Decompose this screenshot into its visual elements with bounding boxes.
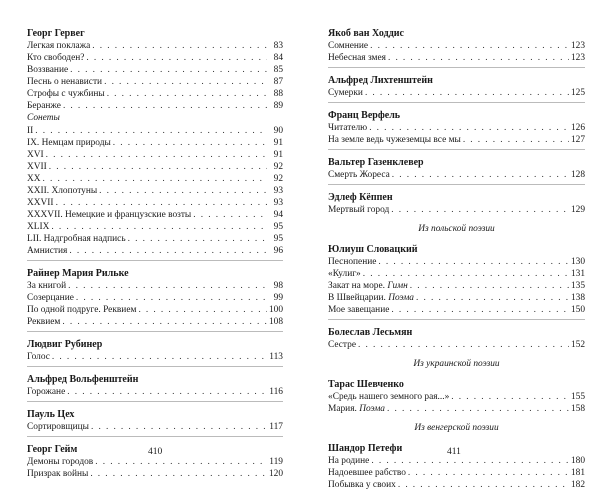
author-name: Пауль Цех <box>27 409 75 420</box>
entry-page-number: 87 <box>273 77 283 87</box>
dot-leader <box>52 351 267 363</box>
dot-leader <box>392 169 569 181</box>
dot-leader <box>358 339 569 351</box>
entry-title-text: «Средь нашего земного рая...» <box>328 392 450 402</box>
entry-title <box>27 304 136 316</box>
section-heading: Из венгерской поэзии <box>414 423 499 433</box>
entry-title <box>27 64 68 76</box>
entry-title-text: IX. Немцам природы <box>27 138 111 148</box>
entry-title-text: Мертвый город <box>328 205 390 215</box>
toc-entry <box>328 479 585 491</box>
entry-page-number: 181 <box>570 468 585 478</box>
entry-title <box>27 137 111 149</box>
toc-entry <box>328 169 585 181</box>
entry-title <box>27 185 97 197</box>
author-name: Якоб ван Ходдис <box>328 28 404 39</box>
entry-title-text: На родине <box>328 456 370 466</box>
entry-title <box>328 280 408 292</box>
entry-page-number: 138 <box>570 293 585 303</box>
toc-entry <box>27 173 283 185</box>
entry-title <box>328 268 361 280</box>
entry-title <box>27 316 60 328</box>
divider <box>27 401 283 402</box>
entry-title-text: Голос <box>27 352 50 362</box>
divider <box>328 102 585 103</box>
entry-page-number: 93 <box>273 198 283 208</box>
entry-title <box>27 76 102 88</box>
entry-title <box>27 245 67 257</box>
entry-page-number: 91 <box>273 138 283 148</box>
toc-entry <box>27 185 283 197</box>
toc-entry <box>27 468 283 480</box>
entry-page-number: 95 <box>273 234 283 244</box>
divider <box>328 319 585 320</box>
entry-title <box>27 421 89 433</box>
toc-entry <box>27 149 283 161</box>
entry-title-text: Мария. <box>328 404 360 414</box>
entry-title-text: XVI <box>27 150 44 160</box>
dot-leader <box>451 391 569 403</box>
dot-leader <box>95 456 267 468</box>
dot-leader <box>63 100 267 112</box>
divider <box>328 67 585 68</box>
entry-page-number: 182 <box>570 480 585 490</box>
dot-leader <box>104 76 267 88</box>
entry-title-text: Воззвание <box>27 65 69 75</box>
divider <box>328 149 585 150</box>
entry-title-text: Амнистия <box>27 246 68 256</box>
author-name: Шандор Петефи <box>328 443 403 454</box>
entry-page-number: 123 <box>570 53 585 63</box>
dot-leader <box>35 125 267 137</box>
dot-leader <box>387 403 569 415</box>
dot-leader <box>68 280 267 292</box>
entry-page-number: 92 <box>273 174 283 184</box>
entry-title-text: «Кулиг» <box>328 269 361 279</box>
toc-entry <box>328 467 585 479</box>
entry-title-text: В Швейцарии. <box>328 293 389 303</box>
entry-title-text: XXVII <box>27 198 54 208</box>
dot-leader <box>113 137 267 149</box>
entry-title <box>328 52 386 64</box>
toc-entry <box>27 421 283 433</box>
entry-page-number: 95 <box>273 222 283 232</box>
entry-page-number: 96 <box>273 246 283 256</box>
entry-page-number: 180 <box>570 456 585 466</box>
entry-title-text: Надоевшее рабство <box>328 468 406 478</box>
entry-page-number: 88 <box>273 89 283 99</box>
dot-leader <box>365 87 569 99</box>
toc-entry <box>328 391 585 403</box>
dot-leader <box>86 52 267 64</box>
entry-title-text: Песнь о ненависти <box>27 77 103 87</box>
author-name: Альфред Вольфенштейн <box>27 374 139 385</box>
dot-leader <box>378 256 569 268</box>
entry-page-number: 92 <box>273 162 283 172</box>
entry-title <box>27 100 61 112</box>
entry-title <box>328 256 376 268</box>
toc-entry <box>27 316 283 328</box>
dot-leader <box>62 316 267 328</box>
toc-entry <box>27 76 283 88</box>
author-name: Эдлеф Кёппен <box>328 192 393 203</box>
toc-entry <box>27 386 283 398</box>
dot-leader <box>371 455 569 467</box>
entry-title-text: XX <box>27 174 41 184</box>
dot-leader <box>90 468 267 480</box>
entry-title-text: Сестре <box>328 340 356 350</box>
toc-entry <box>328 339 585 351</box>
entry-page-number: 135 <box>570 281 585 291</box>
entry-title <box>328 403 385 415</box>
entry-title-text: Беранже <box>27 101 61 111</box>
entry-title <box>27 386 65 398</box>
author-name: Тарас Шевченко <box>328 379 404 390</box>
entry-title <box>328 122 367 134</box>
toc-entry <box>27 125 283 137</box>
toc-entry <box>328 268 585 280</box>
toc-entry <box>27 233 283 245</box>
right-page-number: 411 <box>447 447 461 457</box>
entry-page-number: 158 <box>570 404 585 414</box>
entry-page-number: 84 <box>273 53 283 63</box>
entry-page-number: 99 <box>273 293 283 303</box>
toc-entry <box>27 197 283 209</box>
entry-title-text: За книгой <box>27 281 67 291</box>
entry-title <box>27 221 49 233</box>
entry-title-text: XLIX <box>27 222 50 232</box>
toc-entry <box>27 40 283 52</box>
dot-leader <box>51 221 267 233</box>
entry-page-number: 90 <box>273 126 283 136</box>
entry-page-number: 150 <box>570 305 585 315</box>
entry-title-text: По одной подруге. Реквием <box>27 305 137 315</box>
entry-title <box>27 468 88 480</box>
divider <box>27 260 283 261</box>
author-name: Райнер Мария Рильке <box>27 268 129 279</box>
entry-page-number: 85 <box>273 65 283 75</box>
entry-title-text: XXXVII. Немецкие и французские возты <box>27 210 192 220</box>
toc-entry <box>27 221 283 233</box>
dot-leader <box>91 421 267 433</box>
entry-title-text: XXII. Хлопотуны <box>27 186 98 196</box>
dot-leader <box>388 52 569 64</box>
entry-title-text: Созерцание <box>27 293 74 303</box>
dot-leader <box>92 40 267 52</box>
entry-page-number: 155 <box>570 392 585 402</box>
entry-title <box>328 134 461 146</box>
entry-title-text: Сомнение <box>328 41 369 51</box>
entry-title <box>328 455 369 467</box>
author-name: Альфред Лихтенштейн <box>328 75 433 86</box>
author-name: Георг Гейм <box>27 444 78 455</box>
entry-title-text: XVII <box>27 162 47 172</box>
entry-page-number: 126 <box>570 123 585 133</box>
dot-leader <box>76 292 267 304</box>
dot-leader <box>56 197 267 209</box>
entry-page-number: 116 <box>269 387 283 397</box>
entry-title-text: Призрак войны <box>27 469 89 479</box>
section-heading: Из польской поэзии <box>418 224 495 234</box>
entry-page-number: 83 <box>273 41 283 51</box>
toc-entry <box>27 137 283 149</box>
entry-page-number: 120 <box>268 469 283 479</box>
entry-title <box>27 351 50 363</box>
entry-title-text: Смерть Жореса <box>328 170 390 180</box>
entry-page-number: 117 <box>269 422 283 432</box>
entry-title <box>328 339 356 351</box>
entry-title-text: Реквием <box>27 317 61 327</box>
toc-entry <box>27 304 283 316</box>
entry-title <box>27 197 54 209</box>
subsection-heading: Сонеты <box>27 113 60 123</box>
entry-title-genre: Поэма <box>388 293 414 303</box>
entry-page-number: 125 <box>570 88 585 98</box>
divider <box>27 331 283 332</box>
entry-title-text: Демоны городов <box>27 457 94 467</box>
author-name: Франц Верфель <box>328 110 401 121</box>
entry-title-text: Кто свободен? <box>27 53 85 63</box>
toc-entry <box>27 161 283 173</box>
entry-title <box>27 161 47 173</box>
left-page-number: 410 <box>148 447 163 457</box>
entry-title <box>27 209 191 221</box>
entry-title <box>328 204 389 216</box>
entry-page-number: 127 <box>570 135 585 145</box>
entry-title-text: II <box>27 126 34 136</box>
toc-entry <box>328 134 585 146</box>
entry-page-number: 129 <box>570 205 585 215</box>
left-page <box>27 24 283 480</box>
dot-leader <box>69 245 267 257</box>
entry-title-text: Легкая поклажа <box>27 41 91 51</box>
divider <box>27 366 283 367</box>
toc-entry <box>328 122 585 134</box>
toc-entry <box>328 304 585 316</box>
entry-title <box>27 40 90 52</box>
entry-page-number: 123 <box>570 41 585 51</box>
dot-leader <box>43 173 267 185</box>
toc-entry <box>328 87 585 99</box>
dot-leader <box>391 304 569 316</box>
entry-title-text: LII. Надгробная надпись <box>27 234 126 244</box>
toc-entry <box>328 280 585 292</box>
section-heading: Из украинской поэзии <box>413 359 500 369</box>
entry-title <box>27 456 93 468</box>
entry-title-text: Закат на море. <box>328 281 388 291</box>
entry-title <box>27 233 126 245</box>
entry-title <box>27 52 84 64</box>
toc-entry <box>27 351 283 363</box>
toc-entry <box>27 280 283 292</box>
toc-entry <box>27 209 283 221</box>
entry-title <box>328 391 449 403</box>
toc-entry <box>27 88 283 100</box>
toc-entry <box>27 245 283 257</box>
dot-leader <box>363 268 569 280</box>
dot-leader <box>138 304 267 316</box>
entry-page-number: 100 <box>268 305 283 315</box>
dot-leader <box>369 122 569 134</box>
dot-leader <box>193 209 267 221</box>
entry-title-genre: Гимн <box>387 281 408 291</box>
toc-entry <box>328 40 585 52</box>
toc-entry <box>328 204 585 216</box>
dot-leader <box>463 134 569 146</box>
entry-title-text: Читателю <box>328 123 368 133</box>
entry-page-number: 130 <box>570 257 585 267</box>
dot-leader <box>107 88 267 100</box>
entry-title-text: Побывка у своих <box>328 480 396 490</box>
toc-entry <box>27 100 283 112</box>
toc-entry <box>27 64 283 76</box>
entry-page-number: 128 <box>570 170 585 180</box>
entry-title-text: Небесная змея <box>328 53 386 63</box>
entry-title <box>328 87 363 99</box>
entry-title <box>27 280 66 292</box>
toc-entry <box>328 256 585 268</box>
entry-title <box>27 125 33 137</box>
entry-page-number: 152 <box>570 340 585 350</box>
dot-leader <box>128 233 267 245</box>
entry-page-number: 108 <box>268 317 283 327</box>
divider <box>328 184 585 185</box>
entry-title-text: Песнопение <box>328 257 377 267</box>
entry-title-text: Горожане <box>27 387 66 397</box>
entry-title-text: Строфы с чужбины <box>27 89 105 99</box>
entry-page-number: 93 <box>273 186 283 196</box>
entry-title <box>27 292 74 304</box>
dot-leader <box>391 204 569 216</box>
dot-leader <box>49 161 267 173</box>
author-name: Вальтер Газенклевер <box>328 157 424 168</box>
entry-page-number: 131 <box>570 269 585 279</box>
author-name: Людвиг Рубинер <box>27 339 103 350</box>
entry-title-genre: Поэма <box>359 404 385 414</box>
dot-leader <box>67 386 267 398</box>
toc-entry <box>27 456 283 468</box>
author-name: Юлиуш Словацкий <box>328 244 418 255</box>
toc-entry <box>328 403 585 415</box>
dot-leader <box>398 479 569 491</box>
entry-title <box>27 88 105 100</box>
dot-leader <box>416 292 569 304</box>
entry-title <box>328 292 414 304</box>
right-page <box>328 24 585 491</box>
entry-title-text: Мое завещание <box>328 305 390 315</box>
entry-title <box>27 149 44 161</box>
divider <box>27 436 283 437</box>
entry-title-text: На земле ведь чужеземцы все мы <box>328 135 461 145</box>
dot-leader <box>70 64 267 76</box>
entry-title <box>328 304 389 316</box>
author-name: Георг Гервег <box>27 28 85 39</box>
dot-leader <box>410 280 569 292</box>
entry-title <box>27 173 41 185</box>
entry-page-number: 89 <box>273 101 283 111</box>
entry-title-text: Сортировщицы <box>27 422 89 432</box>
dot-leader <box>46 149 267 161</box>
toc-entry <box>328 292 585 304</box>
entry-title <box>328 479 396 491</box>
entry-page-number: 94 <box>273 210 283 220</box>
entry-title <box>328 169 390 181</box>
entry-page-number: 113 <box>269 352 283 362</box>
entry-title <box>328 40 368 52</box>
entry-page-number: 91 <box>273 150 283 160</box>
dot-leader <box>370 40 569 52</box>
entry-page-number: 119 <box>269 457 283 467</box>
dot-leader <box>408 467 569 479</box>
toc-entry <box>27 52 283 64</box>
entry-title-text: Сумерки <box>328 88 363 98</box>
entry-title <box>328 467 406 479</box>
dot-leader <box>99 185 267 197</box>
toc-entry <box>27 292 283 304</box>
entry-page-number: 98 <box>273 281 283 291</box>
author-name: Болеслав Лесьмян <box>328 327 413 338</box>
toc-entry <box>328 52 585 64</box>
